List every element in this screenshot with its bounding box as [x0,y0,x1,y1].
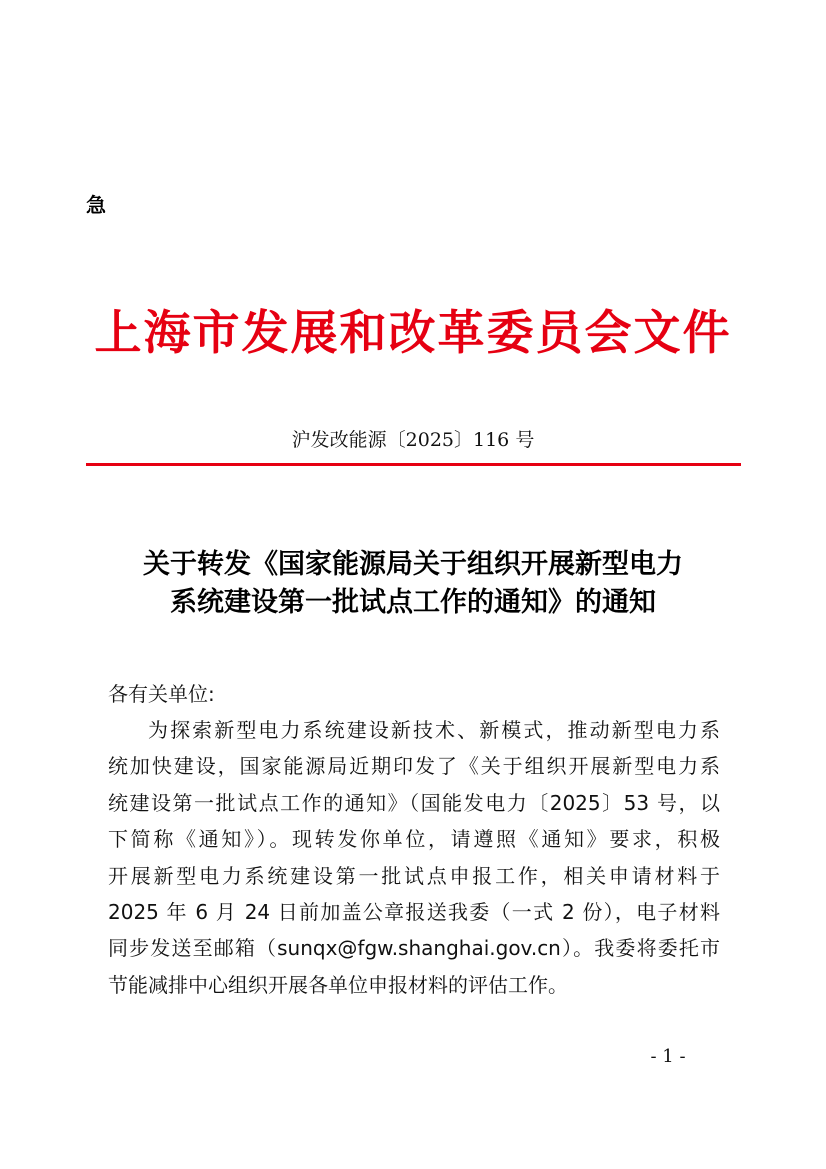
body-line: 下简称《通知》）。现转发你单位，请遵照《通知》要求，积极 [108,827,720,852]
body-line: 统建设第一批试点工作的通知》（国能发电力〔2025〕53 号，以 [108,790,720,815]
body-line: 同步发送至邮箱（sunqx@fgw.shanghai.gov.cn）。我委将委托市 [108,936,720,961]
document-number: 沪发改能源〔2025〕116 号 [291,429,535,451]
body-line: 2025 年 6 月 24 日前加盖公章报送我委（一式 2 份），电子材料 [108,899,720,924]
salutation: 各有关单位: [108,682,215,706]
red-separator-line [86,463,741,466]
body-line: 节能减排中心组织开展各单位申报材料的评估工作。 [108,972,568,997]
body-line: 开展新型电力系统建设第一批试点申报工作，相关申请材料于 [108,863,720,888]
title-line: 关于转发《国家能源局关于组织开展新型电力 [143,549,683,580]
title-line: 系统建设第一批试点工作的通知》的通知 [170,587,656,618]
body-line: 统加快建设，国家能源局近期印发了《关于组织开展新型电力系 [108,754,720,779]
body-paragraph [108,712,720,1003]
urgency-mark: 急 [86,193,106,217]
page-number: - 1 - [650,1046,686,1067]
body-line: 为探索新型电力系统建设新技术、新模式，推动新型电力系 [148,718,720,742]
issuer-header: 上海市发展和改革委员会文件 [94,306,732,361]
document-title [60,546,766,622]
